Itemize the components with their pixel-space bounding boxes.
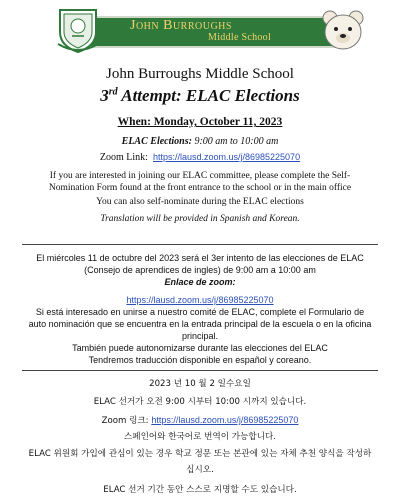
- bear-mascot-icon: [320, 8, 366, 52]
- korean-time: ELAC 선거가 오전 9:00 시부터 10:00 시까지 있습니다.: [93, 397, 307, 407]
- school-name-heading: John Burroughs Middle School: [106, 66, 294, 82]
- event-time: ELAC Elections: 9:00 am to 10:00 am: [121, 136, 279, 147]
- banner-school-subtitle: Middle School: [208, 32, 272, 43]
- nomination-instructions: If you are interested in joining our ELAC committee, please complete the Self-Nomination Form found at the front entrance to the school or in the main office: [48, 171, 352, 193]
- translation-note: Translation will be provided in Spanish and Korean.: [100, 214, 300, 224]
- korean-zoom-link[interactable]: https://lausd.zoom.us/j/86985225070: [151, 415, 299, 425]
- zoom-link[interactable]: https://lausd.zoom.us/j/86985225070: [152, 152, 301, 162]
- self-nominate-note: You can also self-nominate during the ELAC elections: [96, 197, 304, 207]
- korean-date: 2023 년 10 월 2 일수요일: [149, 379, 251, 389]
- spanish-self-nominate: También puede autonomizarse durante las elecciones del ELAC: [72, 343, 328, 353]
- zoom-link-row: [0, 152, 400, 163]
- spanish-nomination-instructions: Si está interesado en unirse a nuestro comité de ELAC, complete el Formulario de auto nominación que se encuentra en la entrada principal de la escuela o en la oficina principal.: [28, 307, 372, 341]
- school-crest-icon: [56, 6, 100, 54]
- election-title: 3rd Attempt: ELAC Elections: [100, 86, 300, 105]
- korean-self-nominate: ELAC 선거 기간 동안 스스로 지명할 수도 있습니다.: [103, 485, 297, 495]
- spanish-notes: [26, 342, 374, 366]
- spanish-zoom-row: [0, 294, 400, 306]
- spanish-translation: Tendremos traducción disponible en español y coreano.: [88, 355, 312, 365]
- spanish-announcement: El miércoles 11 de octubre del 2023 será el 3er intento de las elecciones de ELAC (Consejo de aprendices de ingles) de 9:00 am a 10:00 am: [36, 253, 364, 275]
- spanish-zoom-link[interactable]: https://lausd.zoom.us/j/86985225070: [126, 295, 274, 305]
- korean-nomination-instructions: ELAC 위원회 가입에 관심이 있는 경우 학교 정문 또는 본관에 있는 자체 추천 양식을 작성하십시오.: [28, 449, 372, 475]
- event-date: When: Monday, October 11, 2023: [117, 116, 283, 128]
- korean-translation: 스페인어와 한국어로 번역이 가능합니다.: [123, 432, 277, 442]
- banner-school-title: John Burroughs: [130, 18, 232, 33]
- section-divider: [22, 370, 378, 371]
- school-banner: [38, 6, 366, 54]
- zoom-label: Zoom Link:: [99, 152, 148, 163]
- korean-zoom-row: [0, 414, 400, 427]
- spanish-zoom-label: Enlace de zoom:: [164, 277, 236, 287]
- korean-zoom-label: Zoom 링크:: [101, 416, 152, 426]
- section-divider: [22, 244, 378, 245]
